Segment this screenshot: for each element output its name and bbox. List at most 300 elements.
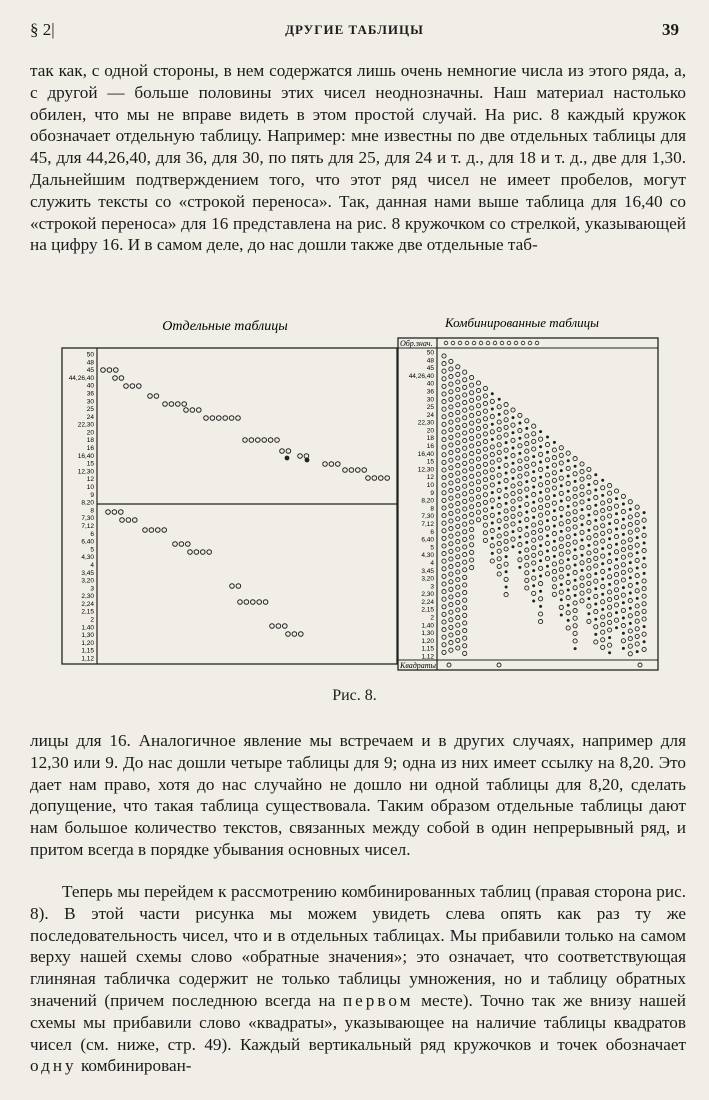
table-circle <box>621 593 625 597</box>
table-circle <box>476 404 480 408</box>
table-circle <box>573 631 577 635</box>
table-circle <box>621 494 625 498</box>
table-dot <box>581 523 584 526</box>
table-circle <box>449 413 453 417</box>
table-circle <box>573 487 577 491</box>
table-dot <box>615 611 618 614</box>
table-circle <box>463 651 467 655</box>
table-circle <box>628 515 632 519</box>
table-dot <box>498 466 501 469</box>
table-circle <box>490 483 494 487</box>
table-circle <box>456 486 460 490</box>
table-circle <box>566 565 570 569</box>
row-label: 48 <box>426 357 434 365</box>
table-dot <box>636 551 639 554</box>
table-circle <box>463 378 467 382</box>
table-circle <box>587 467 591 471</box>
table-circle <box>635 634 639 638</box>
table-dot <box>553 509 556 512</box>
table-circle <box>614 504 618 508</box>
table-circle <box>442 362 446 366</box>
row-label: 30 <box>86 398 94 406</box>
table-circle <box>497 435 501 439</box>
table-circle <box>476 442 480 446</box>
table-dot <box>546 519 549 522</box>
table-dot <box>574 465 577 468</box>
table-circle <box>601 630 605 634</box>
table-circle <box>608 506 612 510</box>
table-dot <box>643 572 646 575</box>
table-circle <box>442 620 446 624</box>
table-circle <box>614 580 618 584</box>
table-circle <box>476 419 480 423</box>
table-circle <box>532 432 536 436</box>
table-dot <box>581 569 584 572</box>
table-circle <box>449 359 453 363</box>
table-circle <box>463 370 467 374</box>
table-circle <box>532 447 536 451</box>
table-circle <box>594 556 598 560</box>
table-circle <box>601 615 605 619</box>
table-dot <box>608 537 611 540</box>
table-circle <box>449 595 453 599</box>
table-dot <box>525 526 528 529</box>
row-label: 10 <box>86 484 94 492</box>
table-circle <box>456 547 460 551</box>
figure-caption: Рис. 8. <box>332 687 377 704</box>
table-circle <box>470 558 474 562</box>
table-circle <box>545 541 549 545</box>
table-circle <box>601 623 605 627</box>
row-label: 1,40 <box>81 624 94 632</box>
table-circle <box>587 521 591 525</box>
table-circle <box>163 402 168 407</box>
table-circle <box>545 443 549 447</box>
table-circle <box>635 642 639 646</box>
table-circle <box>490 399 494 403</box>
row-label: 22,30 <box>417 419 434 427</box>
table-circle <box>442 377 446 381</box>
table-dot <box>539 559 542 562</box>
table-circle <box>580 470 584 474</box>
table-circle <box>518 497 522 501</box>
table-dot <box>560 614 563 617</box>
table-circle <box>608 605 612 609</box>
table-dot <box>615 543 618 546</box>
table-circle <box>299 632 304 637</box>
table-circle <box>156 528 161 533</box>
table-circle <box>628 538 632 542</box>
table-circle <box>463 545 467 549</box>
row-label: 1,15 <box>421 645 434 653</box>
table-circle <box>497 534 501 538</box>
table-circle <box>483 424 487 428</box>
table-circle <box>635 589 639 593</box>
table-dot <box>498 527 501 530</box>
table-dot <box>518 520 521 523</box>
table-circle <box>532 531 536 535</box>
table-circle <box>539 513 543 517</box>
table-circle <box>470 459 474 463</box>
table-circle <box>463 439 467 443</box>
table-dot <box>512 431 515 434</box>
table-dot <box>587 514 590 517</box>
row-label: 18 <box>426 435 434 443</box>
table-circle <box>628 629 632 633</box>
table-circle <box>614 519 618 523</box>
table-circle <box>456 608 460 612</box>
row-label: 22,30 <box>77 421 94 429</box>
table-circle <box>280 449 285 454</box>
table-circle <box>483 402 487 406</box>
table-circle <box>442 498 446 502</box>
table-dot <box>608 522 611 525</box>
reciprocal-circle <box>514 341 518 345</box>
table-circle <box>511 423 515 427</box>
table-circle <box>456 646 460 650</box>
table-circle <box>470 467 474 471</box>
table-circle <box>566 550 570 554</box>
table-circle <box>518 429 522 433</box>
table-circle <box>573 609 577 613</box>
table-circle <box>119 510 124 515</box>
table-circle <box>608 544 612 548</box>
table-circle <box>497 458 501 462</box>
table-circle <box>476 518 480 522</box>
table-circle <box>456 570 460 574</box>
table-circle <box>566 451 570 455</box>
table-circle <box>497 405 501 409</box>
table-dot <box>574 548 577 551</box>
table-circle <box>504 463 508 467</box>
reciprocal-circle <box>479 341 483 345</box>
table-circle <box>442 354 446 358</box>
table-dot <box>532 516 535 519</box>
reciprocal-circle <box>451 341 455 345</box>
row-label: 4,30 <box>81 554 94 562</box>
table-circle <box>608 628 612 632</box>
table-circle <box>518 489 522 493</box>
table-dot <box>567 604 570 607</box>
table-circle <box>587 589 591 593</box>
table-circle <box>511 522 515 526</box>
table-circle <box>539 506 543 510</box>
table-circle <box>449 489 453 493</box>
table-circle <box>511 408 515 412</box>
table-circle <box>628 500 632 504</box>
table-circle <box>483 538 487 542</box>
table-dot <box>608 568 611 571</box>
table-circle <box>463 423 467 427</box>
table-circle <box>545 458 549 462</box>
table-circle <box>442 582 446 586</box>
table-circle <box>635 627 639 631</box>
paragraph-3 <box>30 881 686 1077</box>
table-dot <box>560 598 563 601</box>
table-circle <box>456 365 460 369</box>
table-circle <box>559 491 563 495</box>
table-circle <box>518 543 522 547</box>
table-dot <box>518 505 521 508</box>
table-circle <box>552 501 556 505</box>
squares-label: Квадраты <box>400 661 436 670</box>
table-circle <box>201 550 206 555</box>
table-circle <box>573 525 577 529</box>
table-circle <box>133 518 138 523</box>
table-circle <box>188 550 193 555</box>
table-circle <box>559 446 563 450</box>
table-circle <box>497 473 501 477</box>
table-dot <box>560 484 563 487</box>
table-circle <box>490 430 494 434</box>
row-label: 1,15 <box>81 647 94 655</box>
table-circle <box>580 485 584 489</box>
table-circle <box>504 494 508 498</box>
table-circle <box>456 616 460 620</box>
row-label: 3,20 <box>81 577 94 585</box>
row-label: 3,45 <box>421 567 434 575</box>
table-circle <box>476 510 480 514</box>
table-circle <box>518 467 522 471</box>
reciprocal-circle <box>535 341 539 345</box>
right-row-labels <box>409 350 435 661</box>
table-circle <box>476 503 480 507</box>
table-circle <box>532 439 536 443</box>
row-label: 7,30 <box>421 513 434 521</box>
left-panel-title: Отдельные таблицы <box>162 319 288 334</box>
row-label: 30 <box>426 396 434 404</box>
table-circle <box>642 564 646 568</box>
table-circle <box>614 565 618 569</box>
table-circle <box>120 518 125 523</box>
table-circle <box>608 598 612 602</box>
table-circle <box>539 582 543 586</box>
table-dot <box>636 582 639 585</box>
table-circle <box>497 443 501 447</box>
table-circle <box>608 491 612 495</box>
table-circle <box>566 611 570 615</box>
table-dot <box>539 476 542 479</box>
table-dot <box>546 550 549 553</box>
row-label: 18 <box>86 437 94 445</box>
table-circle <box>504 547 508 551</box>
table-circle <box>456 441 460 445</box>
table-circle <box>476 449 480 453</box>
table-circle <box>539 521 543 525</box>
table-circle <box>587 490 591 494</box>
table-circle <box>442 567 446 571</box>
table-circle <box>298 454 303 459</box>
table-circle <box>608 575 612 579</box>
table-circle <box>594 541 598 545</box>
table-dot <box>539 605 542 608</box>
table-circle <box>525 563 529 567</box>
table-dot <box>505 555 508 558</box>
table-dot <box>574 647 577 650</box>
table-circle <box>532 553 536 557</box>
table-circle <box>470 520 474 524</box>
table-circle <box>525 548 529 552</box>
table-circle <box>594 480 598 484</box>
table-circle <box>628 637 632 641</box>
table-circle <box>149 528 154 533</box>
table-circle <box>186 542 191 547</box>
reciprocal-circle <box>507 341 511 345</box>
table-dot <box>491 522 494 525</box>
row-label: 6,40 <box>81 538 94 546</box>
table-circle <box>442 400 446 404</box>
table-circle <box>449 466 453 470</box>
table-dot <box>567 475 570 478</box>
table-dot <box>498 481 501 484</box>
table-circle <box>476 389 480 393</box>
table-circle <box>608 529 612 533</box>
table-circle <box>449 603 453 607</box>
table-circle <box>545 526 549 530</box>
table-circle <box>449 549 453 553</box>
table-circle <box>449 542 453 546</box>
table-circle <box>552 448 556 452</box>
row-label: 16 <box>86 445 94 453</box>
table-circle <box>449 428 453 432</box>
table-circle <box>532 424 536 428</box>
table-circle <box>442 605 446 609</box>
row-label: 2,30 <box>81 593 94 601</box>
table-circle <box>366 476 371 481</box>
table-circle <box>449 443 453 447</box>
table-circle <box>463 515 467 519</box>
row-label: 3,45 <box>81 569 94 577</box>
table-dot <box>518 452 521 455</box>
table-circle <box>504 562 508 566</box>
table-circle <box>635 619 639 623</box>
emphasis-one: одну <box>30 1056 77 1076</box>
table-circle <box>449 633 453 637</box>
table-circle <box>504 524 508 528</box>
table-dot <box>643 625 646 628</box>
table-circle <box>463 644 467 648</box>
left-circles <box>101 368 390 637</box>
table-circle <box>525 472 529 476</box>
table-dot <box>532 569 535 572</box>
table-circle <box>573 586 577 590</box>
table-circle <box>518 558 522 562</box>
table-dot <box>608 583 611 586</box>
table-circle <box>449 473 453 477</box>
table-circle <box>621 540 625 544</box>
table-circle <box>143 528 148 533</box>
table-circle <box>456 479 460 483</box>
table-circle <box>635 505 639 509</box>
table-circle <box>532 576 536 580</box>
table-circle <box>210 416 215 421</box>
row-label: 25 <box>426 404 434 412</box>
table-circle <box>635 604 639 608</box>
table-circle <box>442 559 446 563</box>
table-circle <box>456 502 460 506</box>
table-circle <box>642 533 646 537</box>
table-circle <box>504 403 508 407</box>
table-circle <box>573 555 577 559</box>
table-circle <box>552 471 556 475</box>
table-dot <box>553 540 556 543</box>
table-circle <box>532 462 536 466</box>
table-circle <box>476 465 480 469</box>
table-circle <box>483 523 487 527</box>
table-circle <box>106 510 111 515</box>
table-dot <box>491 438 494 441</box>
table-circle <box>601 509 605 513</box>
table-circle <box>249 438 254 443</box>
table-circle <box>573 502 577 506</box>
table-circle <box>463 393 467 397</box>
table-circle <box>456 524 460 528</box>
reciprocal-circle <box>493 341 497 345</box>
table-circle <box>463 537 467 541</box>
table-circle <box>442 521 446 525</box>
table-circle <box>449 610 453 614</box>
table-circle <box>580 500 584 504</box>
section-number: § 2| <box>30 20 55 39</box>
table-circle <box>539 452 543 456</box>
table-circle <box>518 413 522 417</box>
table-dot <box>615 512 618 515</box>
table-circle <box>642 579 646 583</box>
table-dot <box>285 456 290 461</box>
table-circle <box>614 595 618 599</box>
table-circle <box>463 385 467 389</box>
row-label: 7,12 <box>81 522 94 530</box>
table-dot <box>512 462 515 465</box>
row-label: 25 <box>86 406 94 414</box>
table-circle <box>621 525 625 529</box>
row-label: 20 <box>86 429 94 437</box>
table-circle <box>635 612 639 616</box>
table-dot <box>525 495 528 498</box>
table-circle <box>456 638 460 642</box>
table-dot <box>491 408 494 411</box>
table-circle <box>385 476 390 481</box>
table-circle <box>608 590 612 594</box>
table-circle <box>580 515 584 519</box>
table-circle <box>236 416 241 421</box>
table-circle <box>449 587 453 591</box>
table-circle <box>614 489 618 493</box>
table-circle <box>532 538 536 542</box>
table-circle <box>587 505 591 509</box>
table-circle <box>511 507 515 511</box>
table-circle <box>559 537 563 541</box>
table-circle <box>463 431 467 435</box>
page-header <box>30 20 679 44</box>
table-circle <box>525 419 529 423</box>
table-circle <box>463 636 467 640</box>
table-circle <box>594 496 598 500</box>
table-dot <box>615 558 618 561</box>
table-circle <box>525 434 529 438</box>
table-circle <box>573 510 577 514</box>
table-dot <box>305 458 310 463</box>
table-circle <box>587 559 591 563</box>
table-circle <box>614 550 618 554</box>
table-circle <box>456 426 460 430</box>
table-circle <box>635 520 639 524</box>
table-circle <box>268 438 273 443</box>
table-circle <box>179 542 184 547</box>
table-dot <box>594 504 597 507</box>
table-circle <box>559 590 563 594</box>
table-dot <box>512 447 515 450</box>
